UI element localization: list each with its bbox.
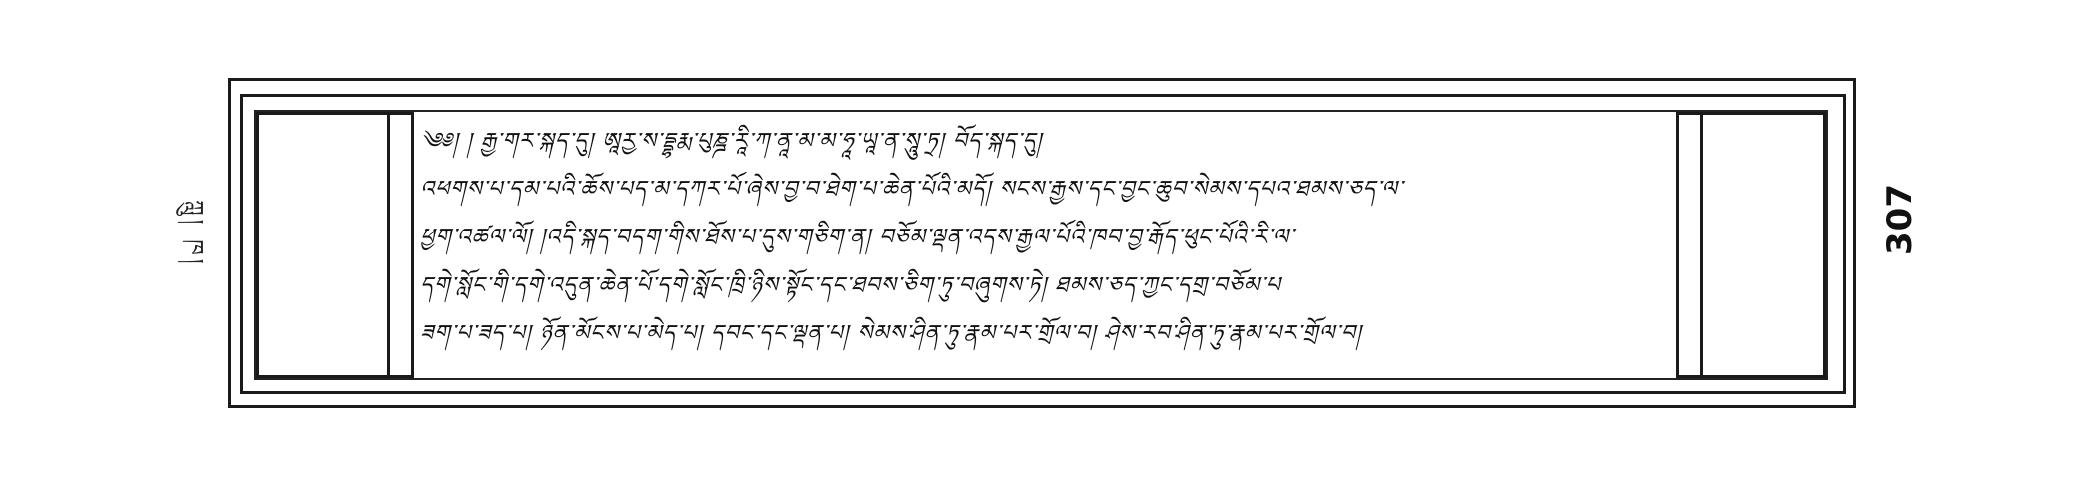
left-margin-bar bbox=[390, 112, 414, 378]
margin-note: ཀླུ། ཁ། bbox=[182, 200, 207, 268]
text-line-1: ༄༅། ། རྒྱ་གར་སྐད་དུ། ཨཱརྱ་ས་དྡྷརྨ་པུཎྜ་རཱི་ཀ་ནཱ་མ་མ་ཧཱ་ཡཱ་ན་སཱུ་ཏྲ། བོད་སྐད་དུ། bbox=[420, 129, 1043, 154]
text-line-2: འཕགས་པ་དམ་པའི་ཆོས་པད་མ་དཀར་པོ་ཞེས་བྱ་བ་ཐེག་པ་ཆེན་པོའི་མདོ། སངས་རྒྱས་དང་བྱང་ཆུབ་སེམས་དཔའ་ཐམས་ཅད་ལ་ bbox=[420, 177, 1404, 202]
right-margin-bar bbox=[1676, 112, 1700, 378]
manuscript-text bbox=[420, 124, 1670, 374]
text-line-4: དགེ་སློང་གི་དགེ་འདུན་ཆེན་པོ་དགེ་སློང་ཁྲི་ཉིས་སྟོང་དང་ཐབས་ཅིག་ཏུ་བཞུགས་ཏེ། ཐམས་ཅད་ཀྱང་དགྲ་བཅོམ་པ bbox=[420, 273, 1281, 298]
text-line-5: ཟག་པ་ཟད་པ། ཉོན་མོངས་པ་མེད་པ། དབང་དང་ལྡན་པ། སེམས་ཤིན་ཏུ་རྣམ་པར་གྲོལ་བ། ཤེས་རབ་ཤིན་ཏུ་རྣམ་པར་གྲོལ་བ། bbox=[420, 321, 1362, 346]
right-margin-panel bbox=[1700, 112, 1826, 378]
left-margin-panel bbox=[256, 112, 390, 378]
folio-number: 307 bbox=[1880, 184, 1920, 255]
text-line-3: ཕྱག་འཚལ་ལོ། །འདི་སྐད་བདག་གིས་ཐོས་པ་དུས་གཅིག་ན། བཅོམ་ལྡན་འདས་རྒྱལ་པོའི་ཁབ་བྱ་རྒོད་ཕུང་པོའི་རི་ལ་ bbox=[420, 225, 1295, 250]
